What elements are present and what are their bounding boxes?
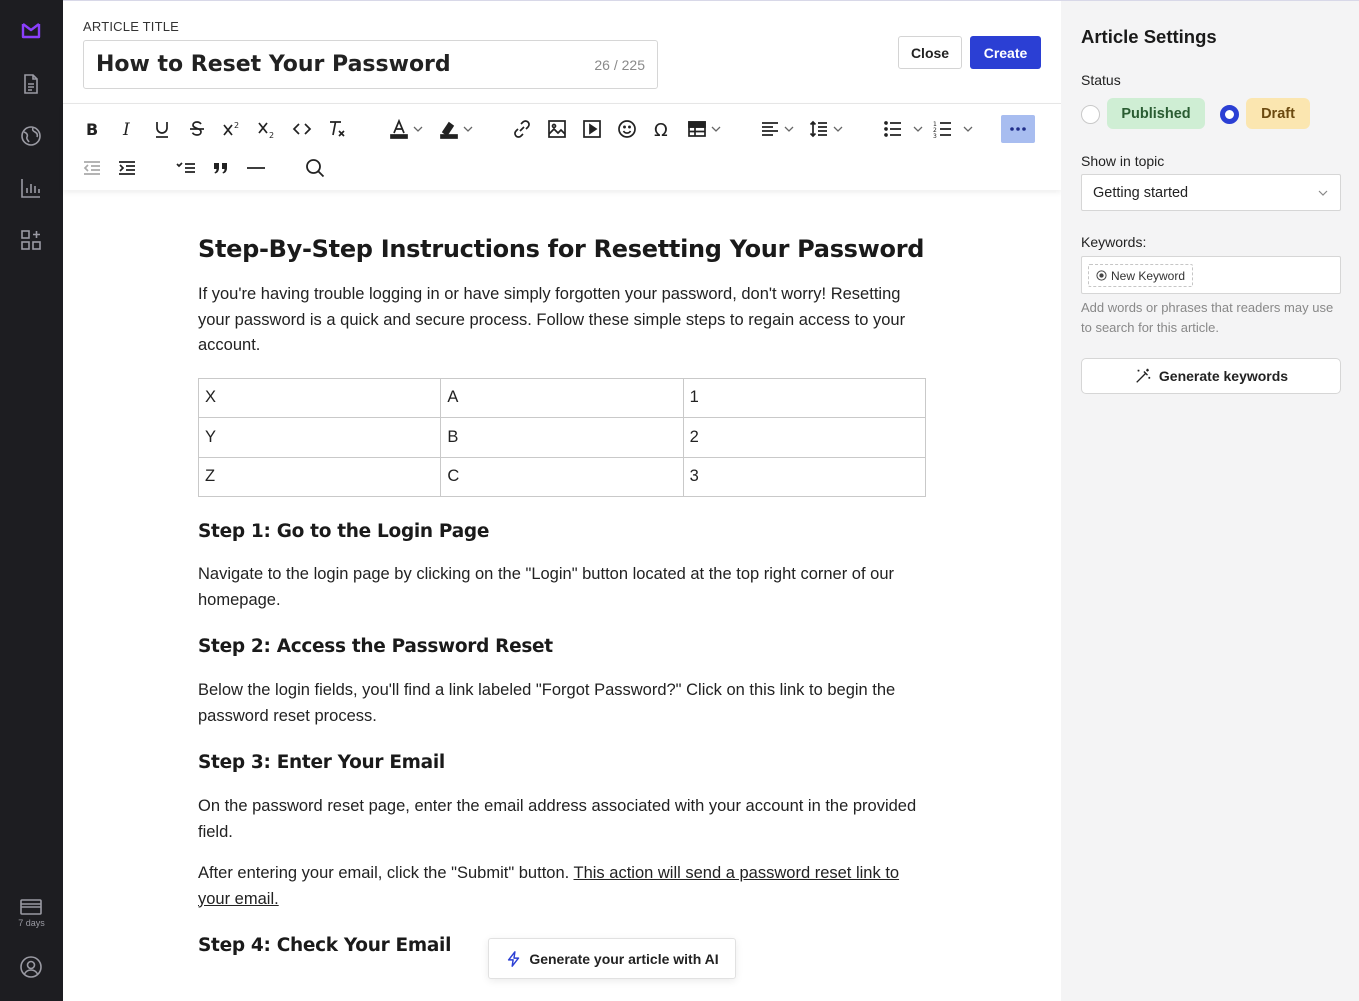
article-settings-panel (1061, 0, 1359, 1001)
trial-days-label: 7 days (18, 918, 45, 928)
table-cell: A (441, 378, 683, 418)
keywords-field[interactable] (1081, 256, 1341, 294)
horizontal-rule-icon[interactable] (245, 155, 267, 181)
published-badge[interactable]: Published (1107, 98, 1205, 129)
step1-heading: Step 1: Go to the Login Page (198, 521, 490, 542)
svg-text:3: 3 (933, 133, 937, 139)
special-character-icon[interactable] (651, 116, 673, 142)
step2-heading: Step 2: Access the Password Reset (198, 636, 553, 657)
text-color-icon[interactable] (386, 116, 426, 142)
table-cell: 3 (683, 457, 925, 497)
checklist-icon[interactable] (173, 155, 199, 181)
table-row (199, 457, 926, 497)
article-title-field[interactable] (83, 40, 658, 89)
draft-badge[interactable]: Draft (1246, 98, 1310, 129)
step4-heading: Step 4: Check Your Email (198, 935, 452, 956)
step3-heading: Step 3: Enter Your Email (198, 752, 445, 773)
svg-text:B: B (86, 120, 99, 139)
article-heading: Step-By-Step Instructions for Resetting Your Password (198, 235, 925, 263)
indent-icon[interactable] (116, 155, 138, 181)
billing-icon[interactable] (18, 894, 44, 920)
article-editor (63, 0, 1061, 1001)
chevron-down-icon (1317, 187, 1329, 199)
keywords-hint: Add words or phrases that readers may use to search for this article. (1081, 300, 1334, 335)
step3-plain-text: After entering your email, click the "Submit" button. (198, 864, 574, 882)
article-intro: If you're having trouble logging in or have simply forgotten your password, don't worry! Resetting your password is a quick and secure process. Follow these simple steps to regain access to your account. (198, 285, 906, 354)
table-cell: Z (199, 457, 441, 497)
svg-text:1: 1 (933, 121, 937, 128)
line-height-icon[interactable] (806, 116, 846, 142)
superscript-icon[interactable] (221, 116, 243, 142)
italic-icon[interactable] (116, 116, 138, 142)
left-nav-rail (0, 0, 63, 1001)
underline-icon[interactable] (151, 116, 173, 142)
settings-title: Article Settings (1081, 26, 1217, 47)
table-icon[interactable] (684, 116, 724, 142)
integrations-icon[interactable] (18, 227, 44, 253)
title-char-counter: 26 / 225 (594, 56, 645, 73)
account-icon[interactable] (18, 954, 44, 980)
blockquote-icon[interactable] (210, 155, 232, 181)
clear-formatting-icon[interactable] (326, 116, 348, 142)
magic-wand-icon (1134, 367, 1152, 385)
video-icon[interactable] (581, 116, 603, 142)
new-keyword-label: New Keyword (1111, 268, 1186, 283)
globe-icon[interactable] (18, 123, 44, 149)
article-title-label: ARTICLE TITLE (83, 19, 180, 34)
table-cell: 2 (683, 418, 925, 458)
topic-label: Show in topic (1081, 153, 1165, 169)
close-button[interactable]: Close (898, 36, 962, 69)
create-button[interactable]: Create (970, 36, 1041, 69)
step3-text-2 (198, 861, 928, 912)
generate-article-ai-button[interactable] (488, 938, 736, 979)
table-cell: X (199, 378, 441, 418)
image-icon[interactable] (546, 116, 568, 142)
new-keyword-button[interactable] (1088, 264, 1193, 287)
more-options-icon[interactable] (1001, 115, 1035, 143)
table-row (199, 378, 926, 418)
svg-text:2: 2 (933, 127, 937, 134)
analytics-icon[interactable] (18, 175, 44, 201)
articles-icon[interactable] (18, 71, 44, 97)
step2-text: Below the login fields, you'll find a link labeled "Forgot Password?" Click on this link to begin the password reset process. (198, 681, 896, 725)
numbered-list-icon[interactable] (931, 116, 975, 142)
formatting-toolbar (63, 103, 1061, 190)
table-row (199, 418, 926, 458)
article-body[interactable] (198, 211, 928, 956)
topic-select-value: Getting started (1093, 184, 1189, 201)
align-icon[interactable] (758, 116, 796, 142)
status-label: Status (1081, 72, 1121, 88)
generate-article-ai-label: Generate your article with AI (529, 950, 719, 967)
table-cell: Y (199, 418, 441, 458)
password-reset-link[interactable]: This action will send a password reset link to your email. (198, 864, 900, 908)
brand-logo-icon[interactable] (18, 17, 44, 43)
svg-text:2: 2 (269, 131, 275, 139)
draft-radio[interactable] (1220, 105, 1239, 124)
topic-select[interactable] (1081, 174, 1341, 211)
add-circle-icon (1096, 270, 1107, 281)
bold-icon[interactable] (81, 116, 103, 142)
step3-text: On the password reset page, enter the email address associated with your account in the provided field. (198, 797, 917, 841)
table-cell: 1 (683, 378, 925, 418)
emoji-icon[interactable] (616, 116, 638, 142)
svg-text:Ω: Ω (654, 120, 668, 139)
svg-text:2: 2 (234, 121, 240, 130)
highlight-color-icon[interactable] (436, 116, 476, 142)
step1-text: Navigate to the login page by clicking on the "Login" button located at the top right corner of our homepage. (198, 565, 894, 609)
strikethrough-icon[interactable] (186, 116, 208, 142)
link-icon[interactable] (511, 116, 533, 142)
bullet-list-icon[interactable] (881, 116, 925, 142)
article-table (198, 378, 926, 498)
lightning-icon (505, 950, 523, 968)
article-title-input[interactable] (96, 52, 594, 77)
table-cell: C (441, 457, 683, 497)
table-cell: B (441, 418, 683, 458)
search-icon[interactable] (304, 155, 326, 181)
outdent-icon[interactable] (81, 155, 103, 181)
subscript-icon[interactable] (256, 116, 278, 142)
published-radio[interactable] (1081, 105, 1100, 124)
svg-text:I: I (123, 120, 130, 139)
code-icon[interactable] (291, 116, 313, 142)
generate-keywords-button[interactable] (1081, 358, 1341, 394)
generate-keywords-label: Generate keywords (1158, 368, 1289, 384)
keywords-label: Keywords: (1081, 234, 1147, 250)
